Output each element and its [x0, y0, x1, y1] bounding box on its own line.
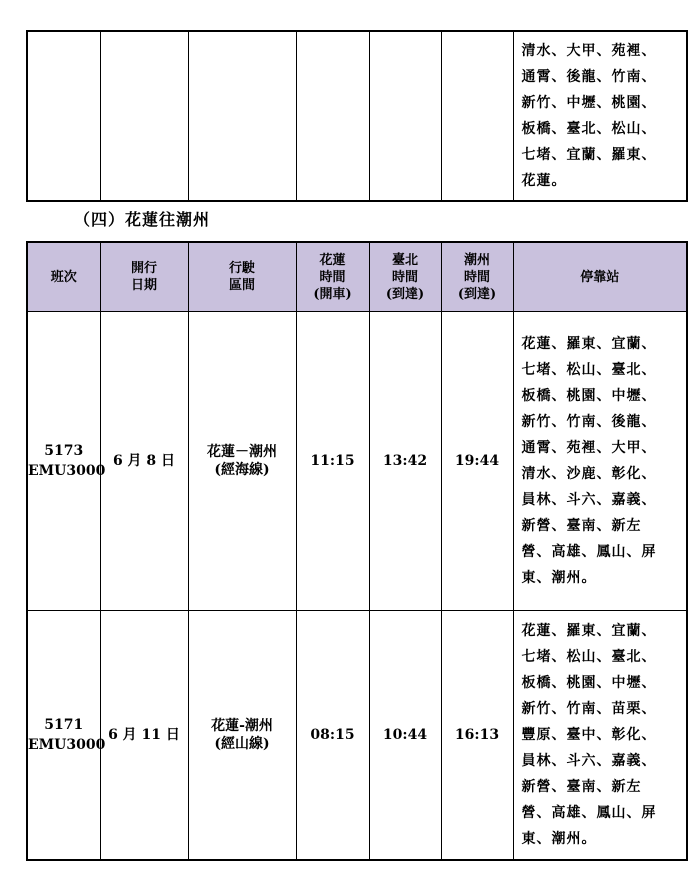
- col-header-route: 行駛 區間: [188, 242, 296, 312]
- hualien-time-cell: 11:15: [296, 312, 369, 611]
- chaozhou-time-cell: 19:44: [441, 312, 513, 611]
- table-row: [27, 611, 687, 861]
- train-number-cell: 5171 EMU3000: [27, 611, 100, 861]
- hualien-time-cell: 08:15: [296, 611, 369, 861]
- table-row: [27, 31, 687, 201]
- col-header-chaozhou-time: 潮州 時間 (到達): [441, 242, 513, 312]
- route-cell: 花蓮－潮州 (經海線): [188, 312, 296, 611]
- chaozhou-time-cell: 16:13: [441, 611, 513, 861]
- table-row: [27, 312, 687, 611]
- stops-cell: 清水、大甲、苑裡、 通霄、後龍、竹南、 新竹、中壢、桃園、 板橋、臺北、松山、 七堵、宜蘭、羅東、 花蓮。: [513, 31, 687, 201]
- stops-cell: 花蓮、羅東、宜蘭、 七堵、松山、臺北、 板橋、桃園、中壢、 新竹、竹南、後龍、 通霄、苑裡、大甲、 清水、沙鹿、彰化、 員林、斗六、嘉義、 新營、臺南、新左 營、高雄、鳳山、屏 東、潮州。: [513, 312, 687, 611]
- empty-cell: [441, 31, 513, 201]
- col-header-date: 開行 日期: [100, 242, 188, 312]
- col-header-taipei-time: 臺北 時間 (到達): [369, 242, 441, 312]
- empty-cell: [369, 31, 441, 201]
- empty-cell: [100, 31, 188, 201]
- col-header-stops: 停靠站: [513, 242, 687, 312]
- empty-cell: [27, 31, 100, 201]
- stops-cell: 花蓮、羅東、宜蘭、 七堵、松山、臺北、 板橋、桃園、中壢、 新竹、竹南、苗栗、 豐原、臺中、彰化、 員林、斗六、嘉義、 新營、臺南、新左 營、高雄、鳳山、屏 東、潮州。: [513, 611, 687, 861]
- date-cell: 6 月 8 日: [100, 312, 188, 611]
- col-header-train: 班次: [27, 242, 100, 312]
- date-cell: 6 月 11 日: [100, 611, 188, 861]
- taipei-time-cell: 10:44: [369, 611, 441, 861]
- empty-cell: [296, 31, 369, 201]
- section-heading: （四）花蓮往潮州: [74, 210, 211, 229]
- empty-cell: [188, 31, 296, 201]
- timetable: [26, 241, 688, 861]
- route-cell: 花蓮-潮州 (經山線): [188, 611, 296, 861]
- previous-timetable-fragment: [26, 30, 688, 202]
- col-header-hualien-time: 花蓮 時間 (開車): [296, 242, 369, 312]
- header-row: [27, 242, 687, 312]
- taipei-time-cell: 13:42: [369, 312, 441, 611]
- train-number-cell: 5173 EMU3000: [27, 312, 100, 611]
